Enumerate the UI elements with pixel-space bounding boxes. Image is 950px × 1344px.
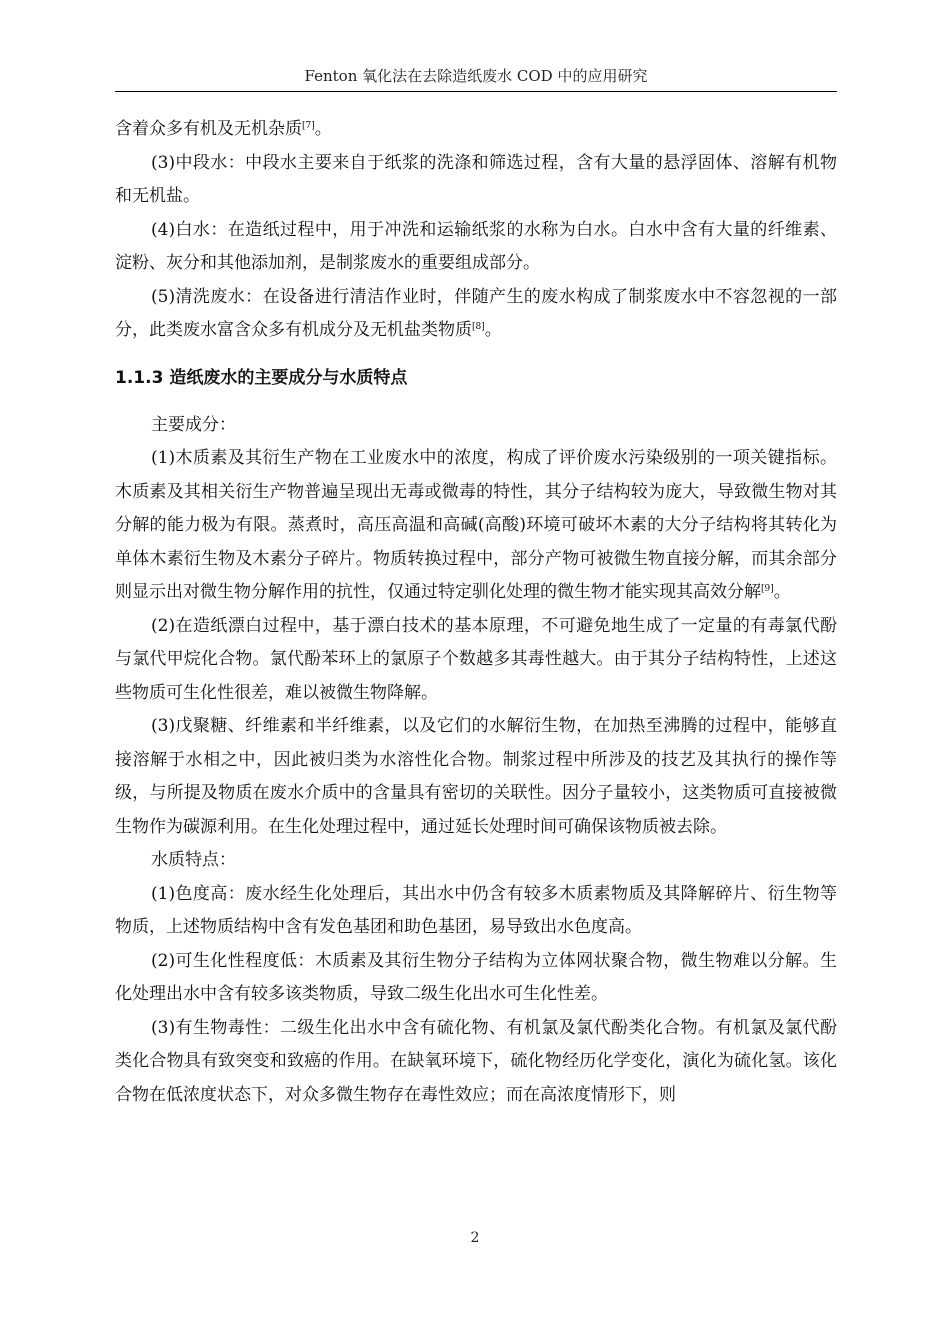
paragraph-lignin: [115, 442, 837, 610]
paragraph-text: (1)木质素及其衍生产物在工业废水中的浓度，构成了评价废水污染级别的一项关键指标。木质素及其相关衍生产物普遍呈现出无毒或微毒的特性，其分子结构较为庞大，导致微生物对其分解的能力极为有限。蒸煮时，高压高温和高碱(高酸)环境可破坏木素的大分子结构将其转化为单体木素衍生物及木素分子碎片。物质转换过程中，部分产物可被微生物直接分解，而其余部分则显示出对微生物分解作用的抗性，仅通过特定驯化处理的微生物才能实现其高效分解: [115, 448, 837, 602]
citation-7: [7]: [302, 121, 315, 131]
section-heading: 1.1.3 造纸废水的主要成分与水质特点: [115, 367, 408, 388]
paragraph-white-water: (4)白水：在造纸过程中，用于冲洗和运输纸浆的水称为白水。白水中含有大量的纤维素、淀粉、灰分和其他添加剂，是制浆废水的重要组成部分。: [115, 219, 837, 273]
citation-8: [8]: [472, 322, 485, 332]
paragraph-cleaning-water: [115, 281, 837, 348]
paragraph-middle-water: (3)中段水：中段水主要来自于纸浆的洗涤和筛选过程，含有大量的悬浮固体、溶解有机物和无机盐。: [115, 152, 837, 206]
paragraph-toxicity: (3)有生物毒性：二级生化出水中含有硫化物、有机氯及氯代酚类化合物。有机氯及氯代酚类化合物具有致突变和致癌的作用。在缺氧环境下，硫化物经历化学变化，演化为硫化氢。该化合物在低浓度状态下，对众多微生物存在毒性效应；而在高浓度情形下，则: [115, 1017, 837, 1105]
page-body: [115, 113, 837, 1112]
paragraph-end: 。: [484, 320, 502, 340]
running-header: Fenton 氧化法在去除造纸废水 COD 中的应用研究: [304, 67, 648, 85]
water-quality-label: 水质特点：: [151, 850, 236, 870]
paragraph-biodegradability: (2)可生化性程度低：木质素及其衍生物分子结构为立体网状聚合物，微生物难以分解。生化处理出水中含有较多该类物质，导致二级生化出水可生化性差。: [115, 950, 837, 1004]
paragraph-text: 含着众多有机及无机杂质: [115, 119, 302, 139]
paragraph-color: (1)色度高：废水经生化处理后，其出水中仍含有较多木质素物质及其降解碎片、衍生物等物质，上述物质结构中含有发色基团和助色基团，易导致出水色度高。: [115, 883, 837, 937]
page-number: 2: [470, 1230, 480, 1246]
paragraph-pentosan: (3)戊聚糖、纤维素和半纤维素，以及它们的水解衍生物，在加热至沸腾的过程中，能够直接溶解于水相之中，因此被归类为水溶性化合物。制浆过程中所涉及的技艺及其执行的操作等级，与所提及物质在废水介质中的含量具有密切的关联性。因分子量较小，这类物质可直接被微生物作为碳源利用。在生化处理过程中，通过延长处理时间可确保该物质被去除。: [115, 716, 837, 837]
paragraph-bleaching: (2)在造纸漂白过程中，基于漂白技术的基本原理，不可避免地生成了一定量的有毒氯代酚与氯代甲烷化合物。氯代酚苯环上的氯原子个数越多其毒性越大。由于其分子结构特性，上述这些物质可生化性很差，难以被微生物降解。: [115, 615, 837, 703]
main-components-label: 主要成分：: [151, 414, 236, 435]
citation-9: [9]: [761, 584, 774, 594]
paragraph-continued: [115, 113, 837, 147]
paragraph-end: 。: [773, 582, 791, 602]
header-rule: [115, 91, 837, 92]
paragraph-end: 。: [314, 119, 332, 139]
paragraph-text: (5)清洗废水：在设备进行清洁作业时，伴随产生的废水构成了制浆废水中不容忽视的一部分，此类废水富含众多有机成分及无机盐类物质: [115, 286, 837, 340]
